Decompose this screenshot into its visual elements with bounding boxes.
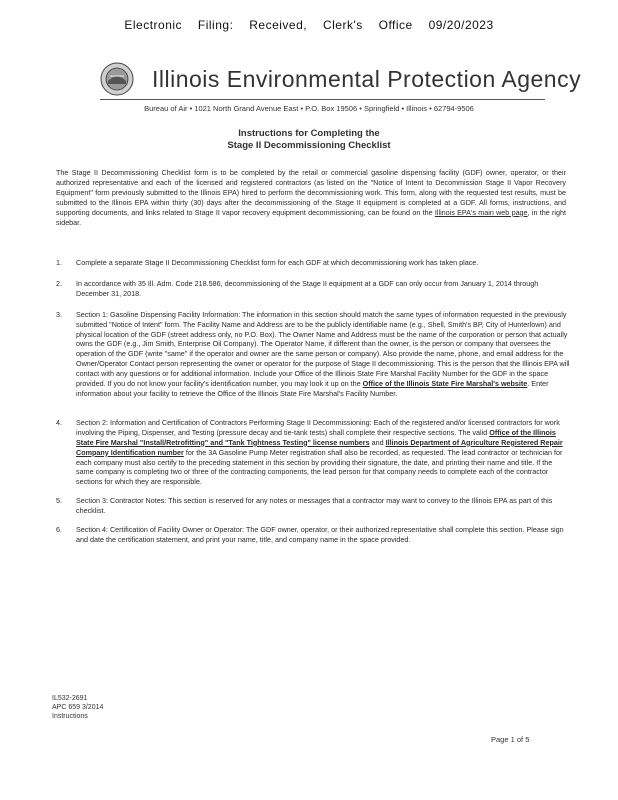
agency-name: Illinois Environmental Protection Agency (152, 66, 582, 92)
stamp-word: Office (378, 18, 413, 32)
document-title (0, 128, 618, 152)
form-number: IL532-2691 (52, 695, 88, 702)
item-number: 5. (56, 496, 62, 506)
filing-stamp (0, 18, 618, 32)
item-text: Section 4: Certification of Facility Owner or Operator: The GDF owner, operator, or their authorized representative shall complete this section. Please sign and date the certification statement, and print your name, title, and company name in the space provided. (76, 525, 564, 544)
stamp-date: 09/20/2023 (428, 18, 494, 32)
item-4-text: Section 2: Information and Certification of Contractors Performing Stage II Decommissioning: Each of the registered and/or licensed contractors for work involving the Piping, Dispenser, and Testing (pressure decay and tie-tank tests) shall complete their respective sections. The valid (76, 417, 560, 437)
item-3-tail: . Enter information about your facility to retrieve the Office of the Illinois State Fire Marshal's Facility Number. (76, 379, 549, 398)
item-text (76, 310, 571, 399)
title-line-1: Instructions for Completing the (238, 128, 380, 139)
list-item (56, 418, 571, 487)
form-footer (52, 694, 103, 721)
intro-paragraph (56, 168, 566, 227)
title-line-2: Stage II Decommissioning Checklist (227, 140, 391, 151)
list-item (56, 525, 571, 545)
list-item (56, 496, 571, 516)
item-text: Section 3: Contractor Notes: This section is reserved for any notes or messages that a contractor may want to convey to the Illinois EPA as part of this checklist. (76, 496, 553, 516)
form-type: Instructions (52, 713, 88, 720)
stamp-word: Electronic (124, 18, 183, 32)
intro-tail: , in the right sidebar. (56, 207, 566, 227)
agency-seal-icon (100, 62, 134, 96)
header-divider (100, 99, 545, 100)
page-number: Page 1 of 5 (491, 735, 530, 744)
item-number: 6. (56, 525, 62, 535)
item-number: 2. (56, 278, 62, 288)
item-text: In accordance with 35 Ill. Adm. Code 218.586, decommissioning of the Stage II equipment at a GDF can only occur from January 1, 2014 through December 31, 2018. (76, 278, 539, 298)
fire-marshal-license-link[interactable]: Office of the Illinois State Fire Marshal "Install/Retrofitting" and "Tank Tightness Testing" license numbers (76, 427, 556, 447)
stamp-word: Filing: (197, 18, 234, 32)
fire-marshal-website-link[interactable]: Office of the Illinois State Fire Marshal's website (362, 379, 528, 389)
form-revision: APC 659 3/2014 (52, 704, 104, 711)
item-text (76, 418, 571, 487)
list-item (56, 258, 571, 268)
item-number: 1. (56, 258, 62, 267)
item-4-tail: for the 3A Gasoline Pump Meter registration shall also be recorded, as requested. The lead contractor or technician for each company must also certify to the preceding statement in this section by providing their signature, the date, and printing their name and title. If the same company is completing two or three of the contracting components, the lead person for that company needs to complete each of the contractor sections for which they are responsible. (76, 447, 563, 487)
item-3-text: Section 1: Gasoline Dispensing Facility Information: The information in this section should match the same types of information requested in the previously submitted "Notice of Intent" form. The Facility Name and Address are to be the publicly identifiable name (e.g., Shell, Smith's BP, City of Hunterlown) and physical location of the GDF (street address only, no P.O. Box). The Owner Name and Address must be the name of the corporation or person that actually owns the GDF (e.g., Jim Smith, Enterprise Oil Company). The Operator Name, if different than the owner, is the person or company that oversees the operation of the GDF (write "same" if the operator and owner are the same person or company). Also provide the name, phone, and email address for the Owner/Operator Contact person representing the owner or operator for the purpose of Stage II decommissioning. This is the person that the Illinois EPA will contact with any questions or for additional information. Include your Office of the Illinois State Fire Marshal Facility Number for the GDF in the space provided. If you do not know your facility's identification number, you may look it up on the (76, 309, 570, 389)
item-number: 3. (56, 309, 62, 319)
item-4-mid: and (369, 437, 386, 447)
agriculture-registration-link[interactable]: Illinois Department of Agriculture Registered Repair Company Identification number (76, 437, 563, 457)
list-item (56, 310, 571, 399)
list-item (56, 279, 571, 299)
item-text: Complete a separate Stage II Decommissioning Checklist form for each GDF at which decommissioning work has taken place. (76, 258, 479, 267)
intro-text: The Stage II Decommissioning Checklist form is to be completed by the retail or commercial gasoline dispensing facility (GDF) owner, operator, or their authorized representative and each of the licensed and registered contractors (as listed on the "Notice of Intent to Decommission Stage II Vapor Recovery Equipment" form previously submitted to the Illinois EPA) hired to perform the decommissioning work. This form, along with the requested test results, must be submitted to the Illinois EPA within thirty (30) days after the decommissioning of the Stage II equipment is completed at a GDF. All forms, instructions, and supporting documents, and links related to Stage II vapor recovery equipment decommissioning, can be found on the (56, 168, 566, 217)
stamp-word: Received, (249, 18, 308, 32)
stamp-word: Clerk's (322, 18, 363, 32)
agency-address: Bureau of Air • 1021 North Grand Avenue East • P.O. Box 19506 • Springfield • Illinois • 62794-9506 (144, 104, 474, 113)
epa-web-page-link[interactable]: Illinois EPA's main web page (434, 207, 528, 217)
item-number: 4. (56, 417, 62, 427)
instruction-list (56, 258, 571, 545)
